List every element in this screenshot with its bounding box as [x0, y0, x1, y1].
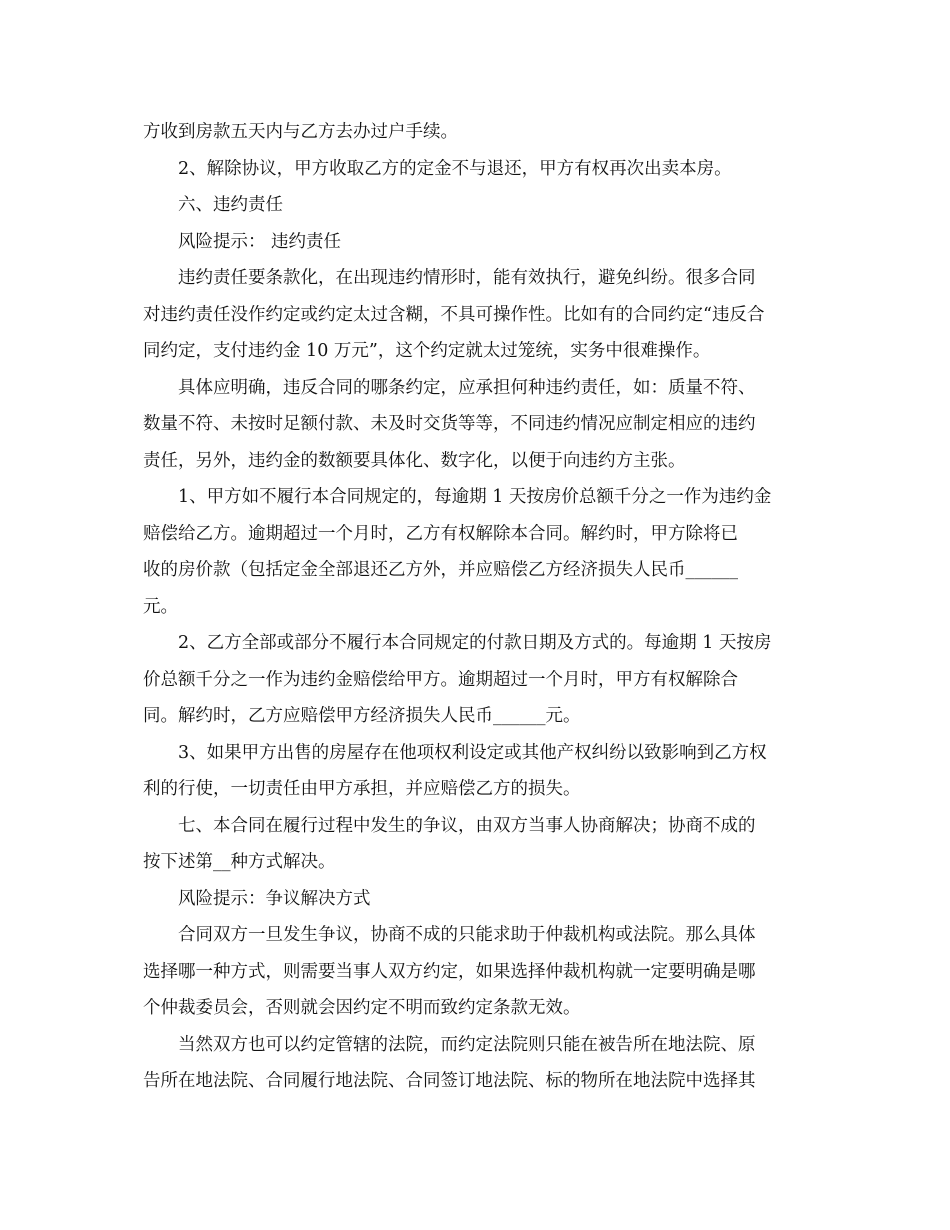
text-line: 方收到房款五天内与乙方去办过户手续。 [143, 122, 458, 142]
text-line: 告所在地法院、合同履行地法院、合同签订地法院、标的物所在地法院中选择其 [143, 1071, 756, 1091]
text-line: 个仲裁委员会，否则就会因约定不明而致约定条款无效。 [143, 998, 581, 1018]
text-line: 赔偿给乙方。逾期超过一个月时，乙方有权解除本合同。解约时，甲方除将已 [143, 523, 738, 544]
text-line: 3、如果甲方出售的房屋存在他项权利设定或其他产权纠纷以致影响到乙方权 [178, 742, 767, 763]
text-line: 违约责任要条款化，在出现违约情形时，能有效执行，避免纠纷。很多合同 [178, 268, 756, 288]
text-line: 具体应明确，违反合同的哪条约定，应承担何种违约责任，如：质量不符、 [178, 377, 756, 398]
risk-note-heading: 风险提示： 违约责任 [178, 231, 342, 252]
text-line: 元。 [143, 596, 178, 617]
text-line: 1、甲方如不履行本合同规定的，每逾期 1 天按房价总额千分之一作为违约金 [178, 487, 772, 507]
text-line: 数量不符、未按时足额付款、未及时交货等等，不同违约情况应制定相应的违约 [143, 414, 756, 434]
text-line: 按下述第__种方式解决。 [143, 852, 336, 872]
section-heading: 六、违约责任 [178, 195, 283, 215]
text-line: 2、解除协议，甲方收取乙方的定金不与退还，甲方有权再次出卖本房。 [178, 158, 732, 179]
section-heading: 七、本合同在履行过程中发生的争议，由双方当事人协商解决；协商不成的 [178, 815, 756, 836]
text-line: 收的房价款（包括定金全部退还乙方外，并应赔偿乙方经济损失人民币______ [143, 560, 738, 580]
text-line: 对违约责任没作约定或约定太过含糊，不具可操作性。比如有的合同约定“违反合 [143, 304, 765, 325]
text-line: 同。解约时，乙方应赔偿甲方经济损失人民币______元。 [143, 706, 581, 726]
text-line: 价总额千分之一作为违约金赔偿给甲方。逾期超过一个月时，甲方有权解除合 [143, 669, 738, 690]
document-body [143, 114, 803, 1100]
text-line: 当然双方也可以约定管辖的法院，而约定法院则只能在被告所在地法院、原 [178, 1034, 756, 1055]
text-line: 2、乙方全部或部分不履行本合同规定的付款日期及方式的。每逾期 1 天按房 [178, 633, 772, 653]
risk-note-heading: 风险提示：争议解决方式 [178, 888, 371, 909]
text-line: 责任，另外，违约金的数额要具体化、数字化，以便于向违约方主张。 [143, 450, 686, 471]
text-line: 选择哪一种方式，则需要当事人双方约定，如果选择仲裁机构就一定要明确是哪 [143, 961, 756, 982]
text-line: 同约定，支付违约金 10 万元”，这个约定就太过笼统，实务中很难操作。 [143, 341, 711, 361]
text-line: 合同双方一旦发生争议，协商不成的只能求助于仲裁机构或法院。那么具体 [178, 925, 756, 945]
text-line: 利的行使，一切责任由甲方承担，并应赔偿乙方的损失。 [143, 779, 581, 799]
